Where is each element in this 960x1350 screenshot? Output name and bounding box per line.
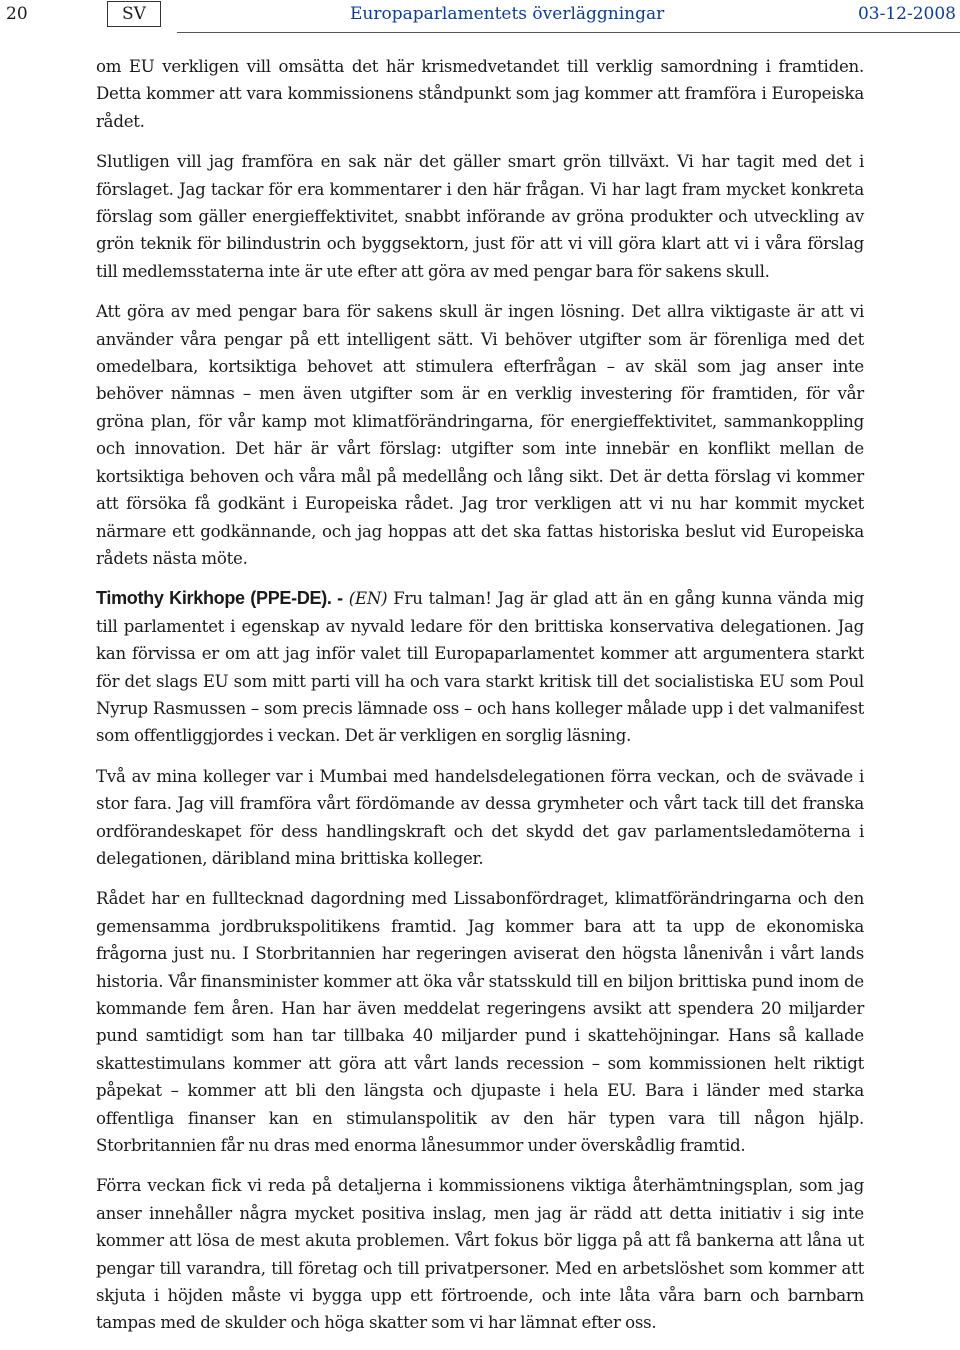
language-code-box: SV [107,1,161,27]
speech-text: Fru talman! Jag är glad att än en gång kunna vända mig till parlamentet i egenskap av nyvald ledare för den brittiska konservativa delegationen. Jag kan förvissa er om att jag inför valet till Europaparlamentet kommer att argumentera starkt för det slags EU som mitt parti vill ha och vara starkt kritisk till det socialistiska EU som Poul Nyrup Rasmussen – som precis lämnade oss – och hans kolleger målade upp i det valmanifest som offentliggjordes i veckan. Det är verkligen en sorglig läsning. [96,589,864,746]
document-body [96,53,864,1350]
page-header [0,0,960,34]
document-title: Europaparlamentets överläggningar [350,4,665,24]
paragraph: Slutligen vill jag framföra en sak när det gäller smart grön tillväxt. Vi har tagit med det i förslaget. Jag tackar för era kommentarer i den här frågan. Vi har lagt fram mycket konkreta förslag som gäller energieffektivitet, snabbt införande av gröna produkter och utveckling av grön teknik för bilindustrin och byggsektorn, just för att vi vill göra klart att vi i våra förslag till medlemsstaterna inte är ute efter att göra av med pengar bara för sakens skull. [96,152,864,281]
speaker-name: Timothy Kirkhope (PPE-DE). - [96,588,343,609]
paragraph: Rådet har en fulltecknad dagordning med Lissabonfördraget, klimatförändringarna och den gemensamma jordbrukspolitikens framtid. Jag kommer bara att ta upp de ekonomiska frågorna just nu. I Storbritannien har regeringen aviserat den högsta lånenivån i vårt lands historia. Vår finansminister kommer att öka vår statsskuld till en biljon brittiska pund inom de kommande fem åren. Han har även meddelat regeringens avsikt att spendera 20 miljarder pund samtidigt som han tar tillbaka 40 miljarder pund i skattehöjningar. Hans så kallade skattestimulans kommer att göra att vårt lands recession – som kommissionen helt riktigt påpekat – kommer att bli den längsta och djupaste i hela EU. Bara i länder med starka offentliga finanser kan en stimulanspolitik av den här typen vara till någon hjälp. Storbritannien får nu dras med enorma lånesummor under överskådlig framtid. [96,889,864,1156]
paragraph: om EU verkligen vill omsätta det här krismedvetandet till verklig samordning i framtiden. Detta kommer att vara kommissionens ståndpunkt som jag kommer att framföra i Europeiska rådet. [96,57,864,131]
speaker-paragraph [96,585,864,749]
header-divider [177,32,960,33]
speaker-language-tag: (EN) [348,589,388,609]
paragraph: Två av mina kolleger var i Mumbai med handelsdelegationen förra veckan, och de svävade i stor fara. Jag vill framföra vårt fördömande av dessa grymheter och vårt tack till det franska ordförandeskapet för dess handlingskraft och det skydd det gav parlamentsledamöterna i delegationen, däribland mina brittiska kolleger. [96,766,864,868]
paragraph: Att göra av med pengar bara för sakens skull är ingen lösning. Det allra viktigaste är att vi använder våra pengar på ett intelligent sätt. Vi behöver utgifter som är förenliga med det omedelbara, kortsiktiga behovet att stimulera efterfrågan – av skäl som jag anser inte behöver nämnas – men även utgifter som är en verklig investering för framtiden, för vår gröna plan, för vår kamp mot klimatförändringarna, för energieffektivitet, sammankoppling och innovation. Det här är vårt förslag: utgifter som inte innebär en konflikt mellan de kortsiktiga behoven och våra mål på medellång och lång sikt. Det är detta förslag vi kommer att försöka få godkänt i Europeiska rådet. Jag tror verkligen att vi nu har kommit mycket närmare ett godkännande, och jag hoppas att det ska fattas historiska beslut vid Europeiska rådets nästa möte. [96,302,864,568]
document-date: 03-12-2008 [857,4,956,24]
page-number: 20 [6,4,28,24]
paragraph: Förra veckan fick vi reda på detaljerna i kommissionens viktiga återhämtningsplan, som jag anser innehåller några mycket positiva inslag, men jag är rädd att detta initiativ i sig inte kommer att lösa de mest akuta problemen. Vårt fokus bör ligga på att få bankerna att låna ut pengar till varandra, till företag och till privatpersoner. Med en arbetslöshet som kommer att skjuta i höjden måste vi bygga upp ett förtroende, och inte låta våra barn och barnbarn tampas med de skulder och höga skatter som vi har lämnat efter oss. [96,1176,864,1333]
